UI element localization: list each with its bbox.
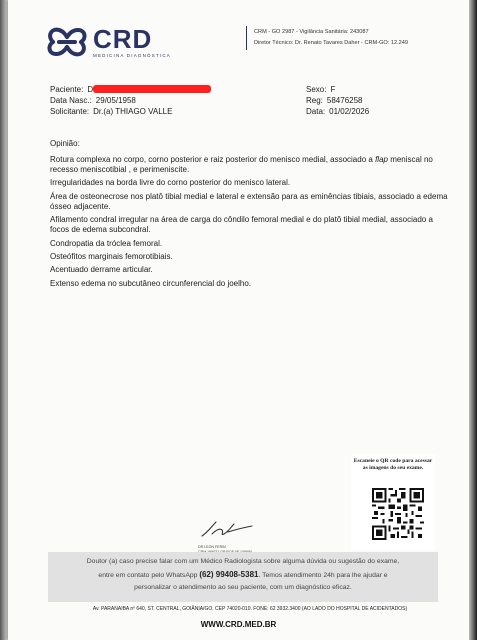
footer-line-1: Doutor (a) caso precise falar com um Médico Radiologista sobre alguma dúvida ou sugestão do exame, [86, 558, 400, 565]
opinion-section [50, 139, 450, 292]
qr-code-icon[interactable] [372, 488, 424, 540]
footer-line-3: personalizar o atendimento ao seu paciente, com um diagnóstico eficaz. [134, 584, 352, 591]
header-divider [246, 26, 247, 50]
qr-instructions: Escaneie o QR code para acessar as imagens do seu exame. [353, 458, 433, 471]
brand-tagline: MEDICINA DIAGNÓSTICA [93, 53, 172, 58]
date-label: Data: [306, 107, 326, 116]
finding-1 [50, 155, 450, 175]
website-link[interactable]: WWW.CRD.MED.BR [200, 620, 277, 629]
finding-3: Área de osteonecrose nos platô tibial medial e lateral e extensão para as eminências tibiais, associado a edema ósseo adjacente. [50, 191, 448, 211]
reg-value: 58476258 [326, 96, 363, 105]
left-shadow-edge [0, 0, 8, 640]
footer-line-2 [48, 569, 438, 583]
birth-label: Data Nasc.: [50, 96, 92, 105]
patient-info [50, 84, 450, 117]
birth-value: 29/05/1958 [95, 96, 136, 105]
technical-director-line: Diretor Técnico: Dr. Renato Tavares Daher - CRM-GO: 12.249 [254, 40, 408, 46]
requester-label: Solicitante: [50, 107, 90, 116]
footer-address: Av. PARANAIBA nº 640, ST. CENTRAL, GOIÂNIA/GO. CEP 74020-010. FONE: 62 3932.3400 (AO LADO DO HOSPITAL DE ACIDENTADOS) [92, 606, 408, 612]
finding-6: Osteófitos marginais femorotibiais. [50, 251, 173, 261]
redaction-mark [93, 85, 211, 93]
reg-label: Reg: [306, 96, 323, 105]
opinion-title: Opinião: [50, 139, 80, 148]
date-value: 01/02/2026 [329, 107, 370, 116]
brand-name: CRD [93, 24, 153, 54]
right-shadow-edge [469, 0, 477, 640]
footer-line-2-start: entre em contato pelo WhatsApp [98, 571, 200, 579]
patient-name-initial: D [87, 85, 94, 94]
crd-logo [45, 24, 171, 60]
finding-7: Acentuado derrame articular. [50, 265, 153, 275]
sex-value: F [330, 85, 336, 94]
patient-name-label: Paciente: [50, 85, 84, 94]
finding-1-rest: meniscal no recesso meniscotibial , e perimeniscite. [50, 155, 433, 174]
finding-5: Condropatia da tróclea femoral. [50, 238, 163, 248]
finding-4: Afilamento condral irregular na área de carga do côndilo femoral medial e do platô tibial medial, associado a focos de edema subcondral. [50, 215, 433, 235]
finding-2: Irregularidades na borda livre do corno posterior do menisco lateral. [50, 178, 291, 188]
report-page [8, 0, 469, 640]
signature-icon [198, 510, 258, 544]
footer-line-2-end: . Temos atendimento 24h para lhe ajudar e [258, 571, 388, 579]
qr-panel [351, 454, 435, 550]
sex-label: Sexo: [306, 85, 327, 94]
finding-1-text: Rotura complexa no corpo, corno posterior e raiz posterior do menisco medial, associado a [50, 155, 376, 164]
registration-line: CRM - GO 2987 - Vigilância Sanitária: 243087 [254, 29, 369, 35]
crd-knot-icon [45, 24, 89, 60]
whatsapp-phone[interactable]: (62) 99408-5381 [199, 569, 259, 579]
signature-name: DR LEON FERIN [198, 545, 226, 549]
footer-contact-box [48, 552, 438, 602]
header-info [254, 27, 408, 49]
finding-1-italic: flap [375, 155, 388, 164]
finding-8: Extenso edema no subcutâneo circunferencial do joelho. [50, 278, 252, 288]
requester-value: Dr.(a) THIAGO VALLE [93, 107, 173, 116]
